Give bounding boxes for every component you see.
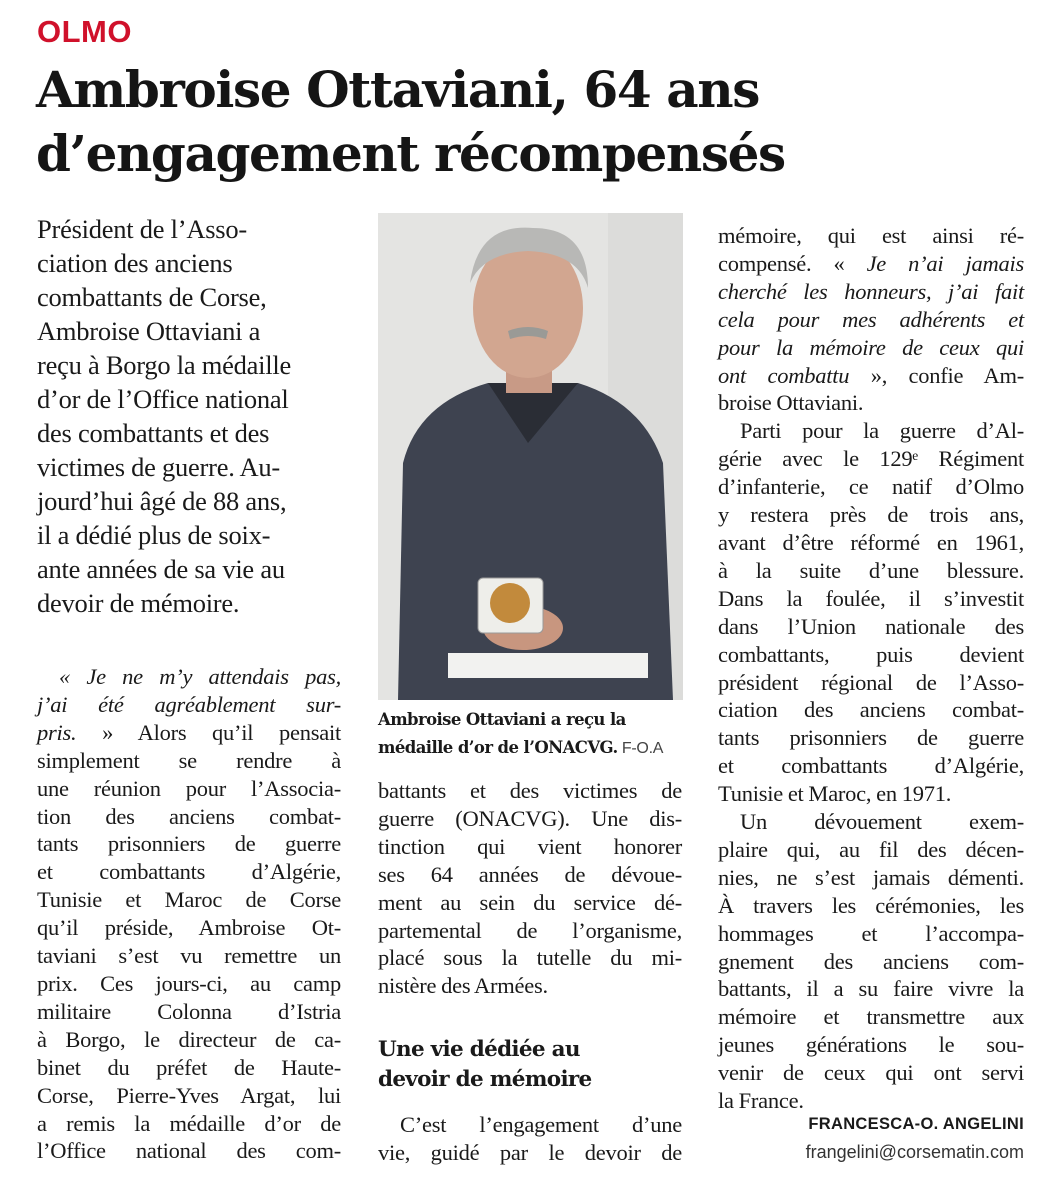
- headline-line-1: Ambroise Ottaviani, 64 ans: [36, 60, 759, 119]
- text-segment: prix. Ces jours-ci, au camp: [37, 970, 341, 996]
- text-line: [37, 719, 341, 747]
- text-segment: ciation des anciens: [37, 248, 233, 278]
- text-line: [378, 972, 682, 1000]
- photo-caption: [378, 706, 688, 762]
- text-segment: taviani s’est vu remettre un: [37, 943, 341, 969]
- text-line: [37, 942, 341, 970]
- author-email[interactable]: frangelini@corsematin.com: [805, 1142, 1024, 1162]
- text-line: [718, 250, 1024, 278]
- text-line: [37, 691, 341, 719]
- text-segment: une réunion pour l’Associa-: [37, 775, 341, 801]
- text-segment: Ambroise Ottaviani a: [37, 316, 261, 346]
- text-line: [37, 970, 341, 998]
- italic-quote-segment: ont combattu: [718, 362, 850, 388]
- text-line: [37, 348, 341, 382]
- text-line: [718, 501, 1024, 529]
- text-segment: ment au sein du service dé-: [378, 889, 682, 915]
- text-line: [718, 1087, 1024, 1115]
- body-column-3: [718, 222, 1024, 1115]
- text-line: [378, 1139, 682, 1167]
- lede-paragraph: [37, 212, 341, 620]
- text-line: [378, 1111, 682, 1139]
- text-segment: compensé. «: [718, 250, 867, 276]
- text-line: [37, 416, 341, 450]
- text-segment: partemental de l’organisme,: [378, 917, 682, 943]
- text-segment: gérie avec le 129ᵉ Régiment: [718, 446, 1024, 472]
- photo-credit: F-O.A: [621, 740, 664, 757]
- text-segment: C’est l’engagement d’une: [400, 1112, 682, 1137]
- text-line: [37, 1137, 341, 1165]
- text-segment: militaire Colonna d’Istria: [37, 998, 341, 1024]
- text-line: [718, 417, 1024, 445]
- body-column-2-continued: [378, 1111, 682, 1167]
- body-column-2: [378, 777, 682, 1000]
- text-segment: d’infanterie, ce natif d’Olmo: [718, 474, 1024, 500]
- text-segment: combattants de Corse,: [37, 282, 267, 312]
- text-line: [37, 886, 341, 914]
- text-segment: ciation des anciens combat-: [718, 697, 1024, 723]
- text-segment: hommages et l’accompa-: [718, 920, 1024, 946]
- text-line: [718, 696, 1024, 724]
- article-photo: [378, 213, 683, 700]
- text-segment: Parti pour la guerre d’Al-: [740, 418, 1024, 444]
- text-line: [37, 1054, 341, 1082]
- text-line: [378, 944, 682, 972]
- text-segment: Président de l’Asso-: [37, 214, 247, 244]
- text-line: [718, 948, 1024, 976]
- italic-quote-segment: « Je ne m’y attendais pas,: [59, 664, 341, 689]
- text-segment: mémoire, qui est ainsi ré-: [718, 223, 1024, 248]
- text-line: [37, 552, 341, 586]
- text-segment: Un dévouement exem-: [740, 809, 1024, 835]
- text-line: [37, 830, 341, 858]
- subheading: [378, 1035, 683, 1095]
- text-line: [37, 663, 341, 691]
- text-segment: d’or de l’Office national: [37, 384, 289, 414]
- text-segment: battants, il a su faire vivre la: [718, 976, 1024, 1002]
- text-segment: tants prisonniers de guerre: [718, 725, 1024, 751]
- text-segment: Tunisie et Maroc, en 1971.: [718, 781, 952, 807]
- italic-quote-segment: cherché les honneurs, j’ai fait: [718, 278, 1024, 304]
- text-segment: qu’il préside, Ambroise Ot-: [37, 915, 341, 941]
- text-segment: simplement se rendre à: [37, 747, 341, 773]
- text-line: [37, 775, 341, 803]
- text-segment: venir de ceux qui ont servi: [718, 1060, 1024, 1086]
- text-line: [37, 803, 341, 831]
- text-segment: nies, ne s’est jamais démenti.: [718, 864, 1024, 890]
- text-line: [37, 1082, 341, 1110]
- caption-text: Ambroise Ottaviani a reçu la médaille d’or de l’ONACVG.: [378, 710, 626, 757]
- text-segment: nistère des Armées.: [378, 973, 548, 999]
- text-line: [378, 889, 682, 917]
- text-line: [718, 752, 1024, 780]
- text-segment: devoir de mémoire.: [37, 588, 240, 618]
- text-segment: tinction qui vient honorer: [378, 833, 682, 859]
- text-line: [37, 586, 341, 620]
- text-segment: vie, guidé par le devoir de: [378, 1139, 682, 1165]
- text-line: [37, 1110, 341, 1138]
- text-line: [718, 473, 1024, 501]
- text-line: [718, 1059, 1024, 1087]
- text-line: [718, 334, 1024, 362]
- text-segment: la France.: [718, 1088, 804, 1114]
- text-segment: Dans la foulée, il s’investit: [718, 585, 1024, 611]
- text-line: [37, 1026, 341, 1054]
- text-line: [718, 306, 1024, 334]
- headline-line-2: d’engagement récompensés: [36, 124, 785, 183]
- text-segment: président régional de l’Asso-: [718, 669, 1024, 695]
- text-segment: tants prisonniers de guerre: [37, 831, 341, 857]
- text-line: [37, 212, 341, 246]
- text-segment: avant d’être réformé en 1961,: [718, 529, 1024, 555]
- text-segment: guerre (ONACVG). Une dis-: [378, 805, 682, 831]
- text-segment: il a dédié plus de soix-: [37, 520, 271, 550]
- text-line: [37, 518, 341, 552]
- text-segment: jeunes générations le sou-: [718, 1032, 1024, 1058]
- text-line: [718, 445, 1024, 473]
- text-line: [378, 777, 682, 805]
- text-line: [718, 585, 1024, 613]
- italic-quote-segment: j’ai été agréablement sur-: [37, 691, 341, 717]
- text-line: [37, 914, 341, 942]
- text-line: [718, 278, 1024, 306]
- text-segment: victimes de guerre. Au-: [37, 452, 280, 482]
- text-line: [718, 1003, 1024, 1031]
- text-line: [718, 920, 1024, 948]
- text-segment: à la suite d’une blessure.: [718, 557, 1024, 583]
- text-segment: plaire qui, au fil des décen-: [718, 836, 1024, 862]
- text-line: [378, 805, 682, 833]
- text-line: [37, 858, 341, 886]
- text-line: [718, 892, 1024, 920]
- text-line: [718, 780, 1024, 808]
- text-segment: binet du préfet de Haute-: [37, 1054, 341, 1080]
- text-segment: gnement des anciens com-: [718, 948, 1024, 974]
- text-line: [37, 382, 341, 416]
- italic-quote-segment: cela pour mes adhérents et: [718, 306, 1024, 332]
- text-segment: dans l’Union nationale des: [718, 613, 1024, 639]
- text-segment: l’Office national des com-: [37, 1138, 341, 1164]
- text-line: [37, 280, 341, 314]
- italic-quote-segment: Je n’ai jamais: [866, 250, 1024, 276]
- text-line: [378, 861, 682, 889]
- text-line: [37, 998, 341, 1026]
- text-segment: » Alors qu’il pensait: [76, 719, 341, 745]
- text-line: [718, 222, 1024, 250]
- text-segment: ses 64 années de dévoue-: [378, 861, 682, 887]
- text-line: [718, 389, 1024, 417]
- text-segment: battants et des victimes de: [378, 778, 682, 803]
- text-line: [718, 808, 1024, 836]
- text-line: [37, 314, 341, 348]
- text-line: [718, 724, 1024, 752]
- text-segment: », confie Am-: [849, 362, 1024, 388]
- text-segment: tion des anciens combat-: [37, 803, 341, 829]
- text-line: [718, 529, 1024, 557]
- author-byline: FRANCESCA-O. ANGELINI: [808, 1115, 1024, 1133]
- text-line: [718, 864, 1024, 892]
- body-column-1: [37, 663, 341, 1165]
- text-line: [378, 833, 682, 861]
- text-segment: et combattants d’Algérie,: [37, 859, 341, 885]
- text-segment: des combattants et des: [37, 418, 270, 448]
- text-segment: a remis la médaille d’or de: [37, 1110, 341, 1136]
- text-line: [718, 1031, 1024, 1059]
- subheading-line-1: Une vie dédiée au: [378, 1037, 580, 1062]
- text-segment: ante années de sa vie au: [37, 554, 285, 584]
- italic-quote-segment: pris.: [37, 719, 77, 745]
- text-segment: à Borgo, le directeur de ca-: [37, 1026, 341, 1052]
- text-segment: combattants, puis devient: [718, 641, 1024, 667]
- text-line: [37, 246, 341, 280]
- text-line: [378, 917, 682, 945]
- text-segment: mémoire et transmettre aux: [718, 1004, 1024, 1030]
- text-segment: placé sous la tutelle du mi-: [378, 945, 682, 971]
- text-line: [718, 836, 1024, 864]
- text-line: [37, 484, 341, 518]
- text-segment: jourd’hui âgé de 88 ans,: [37, 486, 287, 516]
- text-segment: Tunisie et Maroc de Corse: [37, 887, 341, 913]
- text-line: [37, 747, 341, 775]
- text-line: [718, 975, 1024, 1003]
- text-segment: broise Ottaviani.: [718, 390, 864, 416]
- text-line: [718, 669, 1024, 697]
- text-line: [37, 450, 341, 484]
- italic-quote-segment: pour la mémoire de ceux qui: [718, 334, 1024, 360]
- text-line: [718, 641, 1024, 669]
- section-kicker: OLMO: [37, 14, 132, 49]
- text-line: [718, 613, 1024, 641]
- portrait-illustration: [378, 213, 683, 700]
- headline: [36, 58, 1036, 186]
- text-segment: et combattants d’Algérie,: [718, 753, 1024, 779]
- text-line: [718, 557, 1024, 585]
- text-line: [718, 362, 1024, 390]
- text-segment: Corse, Pierre-Yves Argat, lui: [37, 1082, 341, 1108]
- subheading-line-2: devoir de mémoire: [378, 1067, 592, 1092]
- text-segment: reçu à Borgo la médaille: [37, 350, 291, 380]
- text-segment: y restera près de trois ans,: [718, 502, 1024, 528]
- text-segment: À travers les cérémonies, les: [718, 892, 1024, 918]
